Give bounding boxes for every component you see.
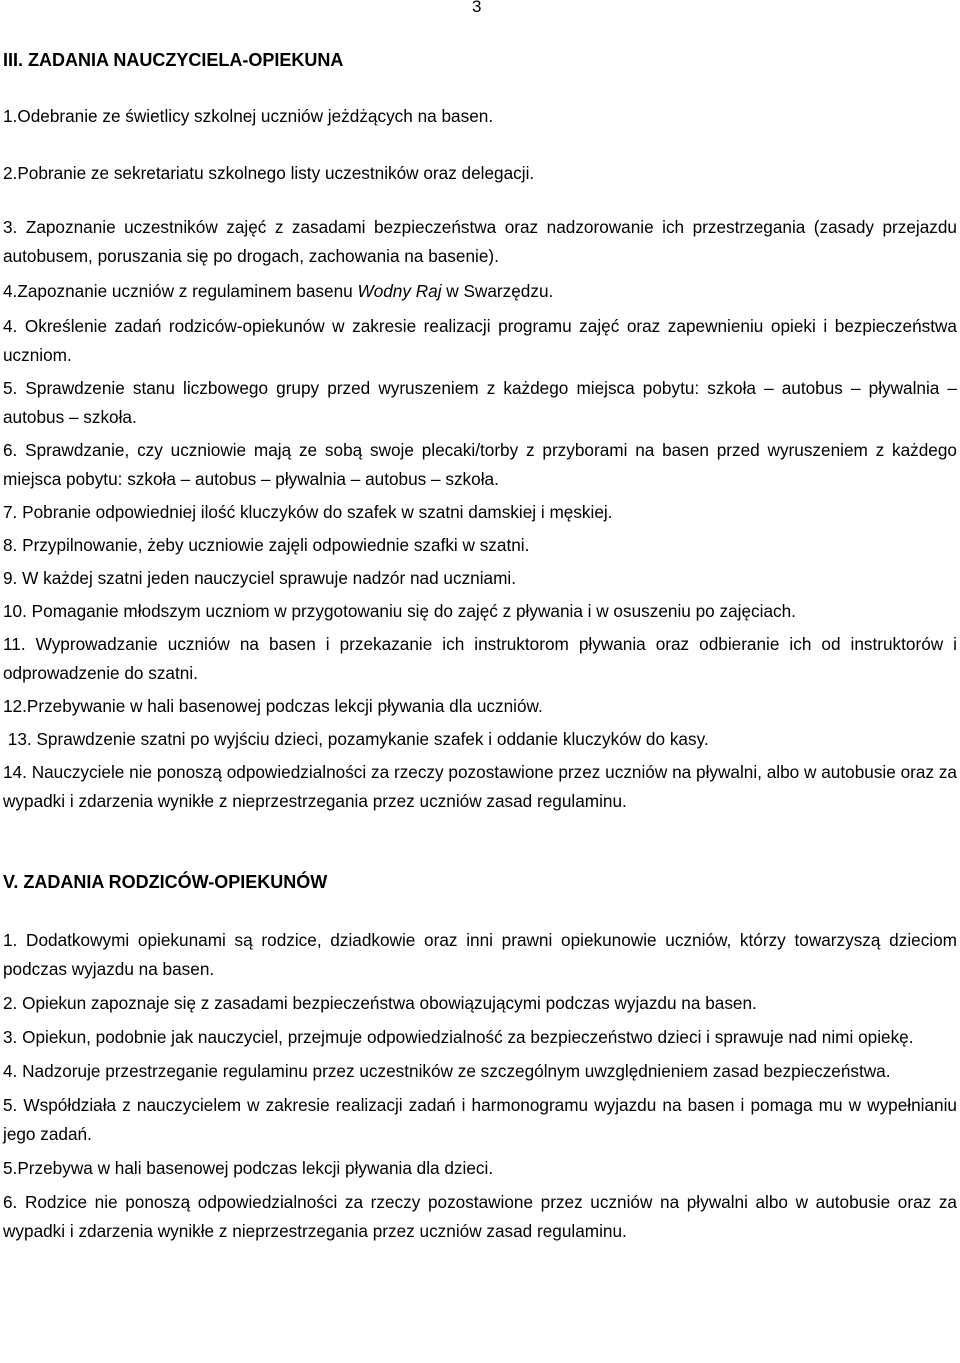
list-item: 9. W każdej szatni jeden nauczyciel sprawuje nadzór nad uczniami. xyxy=(3,568,517,588)
pool-name: Wodny Raj xyxy=(357,281,442,301)
list-item: 4. Nadzoruje przestrzeganie regulaminu przez uczestników ze szczególnym uwzględnieniem zasad bezpieczeństwa. xyxy=(3,1061,891,1081)
list-item: 5. Współdziała z nauczycielem w zakresie realizacji zadań i harmonogramu wyjazdu na basen i pomaga mu w wypełnianiu jego zadań. xyxy=(3,1095,957,1144)
list-item: 12.Przebywanie w hali basenowej podczas lekcji pływania dla uczniów. xyxy=(3,696,543,716)
list-item: 7. Pobranie odpowiedniej ilość kluczyków do szafek w szatni damskiej i męskiej. xyxy=(3,502,613,522)
list-item: 1.Odebranie ze świetlicy szkolnej uczniów jeżdżących na basen. xyxy=(3,106,494,126)
section-heading-v: V. ZADANIA RODZICÓW-OPIEKUNÓW xyxy=(3,872,328,892)
list-item: 2. Opiekun zapoznaje się z zasadami bezpieczeństwa obowiązującymi podczas wyjazdu na basen. xyxy=(3,993,757,1013)
list-item: 5.Przebywa w hali basenowej podczas lekcji pływania dla dzieci. xyxy=(3,1158,494,1178)
list-item: 10. Pomaganie młodszym uczniom w przygotowaniu się do zajęć z pływania i w osuszeniu po zajęciach. xyxy=(3,601,796,621)
list-item: 14. Nauczyciele nie ponoszą odpowiedzialności za rzeczy pozostawione przez uczniów na pływalni, albo w autobusie oraz za wypadki i zdarzenia wynikłe z nieprzestrzegania przez uczniów zasad regulaminu. xyxy=(3,762,957,811)
section-heading-iii: III. ZADANIA NAUCZYCIELA-OPIEKUNA xyxy=(3,50,344,70)
list-item: 4. Określenie zadań rodziców-opiekunów w zakresie realizacji programu zajęć oraz zapewnieniu opieki i bezpieczeństwa uczniom. xyxy=(3,316,957,365)
list-item: 6. Rodzice nie ponoszą odpowiedzialności za rzeczy pozostawione przez uczniów na pływalni albo w autobusie oraz za wypadki i zdarzenia wynikłe z nieprzestrzegania przez uczniów zasad regulaminu. xyxy=(3,1192,957,1241)
list-item: 1. Dodatkowymi opiekunami są rodzice, dziadkowie oraz inni prawni opiekunowie uczniów, którzy towarzyszą dzieciom podczas wyjazdu na basen. xyxy=(3,930,957,979)
list-item: 8. Przypilnowanie, żeby uczniowie zajęli odpowiednie szafki w szatni. xyxy=(3,535,530,555)
item-text: 4.Zapoznanie uczniów z regulaminem basenu xyxy=(3,281,358,301)
list-item: 5. Sprawdzenie stanu liczbowego grupy przed wyruszeniem z każdego miejsca pobytu: szkoła – autobus – pływalnia – autobus – szkoła. xyxy=(3,378,957,427)
item-text: w Swarzędzu. xyxy=(441,281,554,301)
document-body xyxy=(3,46,957,1246)
list-item xyxy=(3,277,957,306)
list-item: 3. Zapoznanie uczestników zajęć z zasadami bezpieczeństwa oraz nadzorowanie ich przestrzegania (zasady przejazdu autobusem, poruszania się po drogach, zachowania na basenie). xyxy=(3,217,957,266)
list-item: 6. Sprawdzanie, czy uczniowie mają ze sobą swoje plecaki/torby z przyborami na basen przed wyruszeniem z każdego miejsca pobytu: szkoła – autobus – pływalnia – autobus – szkoła. xyxy=(3,440,957,489)
list-item: 13. Sprawdzenie szatni po wyjściu dzieci, pozamykanie szafek i oddanie kluczyków do kasy. xyxy=(3,729,709,749)
page-number: 3 xyxy=(472,0,482,16)
list-item: 11. Wyprowadzanie uczniów na basen i przekazanie ich instruktorom pływania oraz odbieranie ich od instruktorów i odprowadzenie do szatni. xyxy=(3,634,957,683)
list-item: 3. Opiekun, podobnie jak nauczyciel, przejmuje odpowiedzialność za bezpieczeństwo dzieci i sprawuje nad nimi opiekę. xyxy=(3,1027,914,1047)
list-item: 2.Pobranie ze sekretariatu szkolnego listy uczestników oraz delegacji. xyxy=(3,163,535,183)
